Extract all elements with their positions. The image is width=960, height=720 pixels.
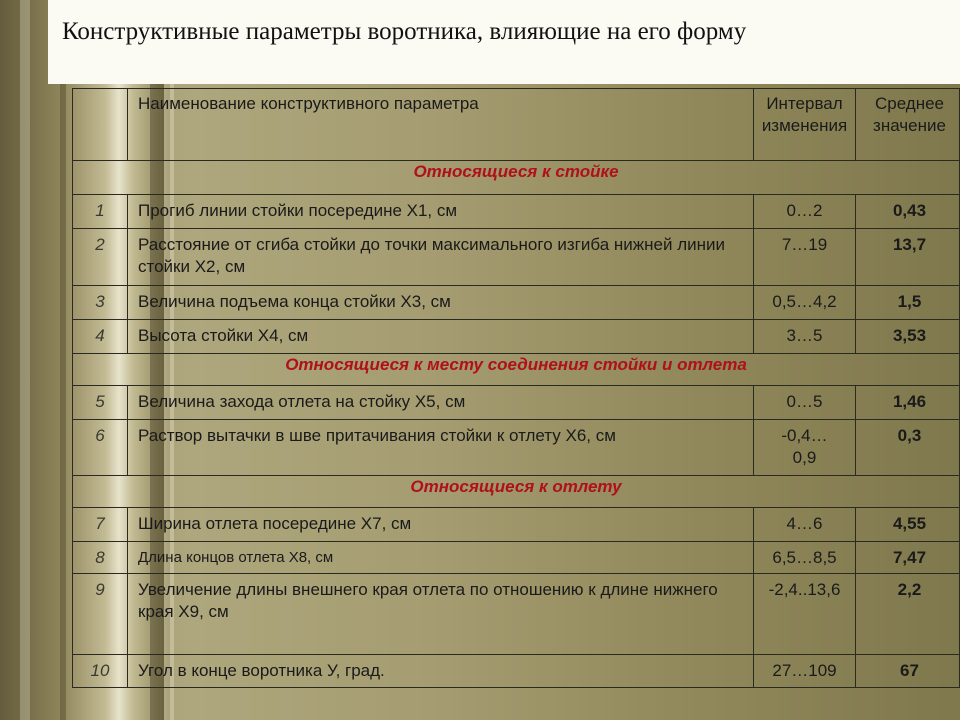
row-name: Ширина отлета посередине Х7, см [128,508,754,542]
header-num [73,89,128,161]
row-range: 3…5 [754,320,856,354]
table-row [73,229,960,286]
title-box [48,0,960,84]
table-row [73,286,960,320]
row-num: 1 [73,195,128,229]
header-name: Наименование конструктивного параметра [128,89,754,161]
row-name: Величина подъема конца стойки Х3, см [128,286,754,320]
section-title-fall: Относящиеся к отлету [73,476,960,508]
row-range: 4…6 [754,508,856,542]
row-mean: 4,55 [856,508,960,542]
row-mean: 1,5 [856,286,960,320]
row-range: 0…2 [754,195,856,229]
row-mean: 2,2 [856,574,960,655]
row-num: 7 [73,508,128,542]
row-mean: 13,7 [856,229,960,286]
row-name: Расстояние от сгиба стойки до точки максимального изгиба нижней линии стойки Х2, см [128,229,754,286]
row-mean: 1,46 [856,386,960,420]
row-num: 6 [73,420,128,476]
table-row [73,195,960,229]
row-range: 7…19 [754,229,856,286]
table-row [73,320,960,354]
parameters-table [72,88,960,688]
row-num: 3 [73,286,128,320]
table-row [73,386,960,420]
row-name: Величина захода отлета на стойку Х5, см [128,386,754,420]
row-num: 10 [73,655,128,688]
row-num: 9 [73,574,128,655]
table-row [73,574,960,655]
row-mean: 0,43 [856,195,960,229]
table-row [73,508,960,542]
section-title-stand: Относящиеся к стойке [73,161,960,195]
row-num: 4 [73,320,128,354]
row-mean: 0,3 [856,420,960,476]
row-name: Раствор вытачки в шве притачивания стойки к отлету Х6, см [128,420,754,476]
row-range: 27…109 [754,655,856,688]
row-mean: 67 [856,655,960,688]
row-mean: 3,53 [856,320,960,354]
section-row [73,354,960,386]
row-name: Увеличение длины внешнего края отлета по отношению к длине нижнего края Х9, см [128,574,754,655]
row-name: Угол в конце воротника У, град. [128,655,754,688]
row-name: Высота стойки Х4, см [128,320,754,354]
row-name: Длина концов отлета Х8, см [128,542,754,574]
table-row [73,542,960,574]
page-title: Конструктивные параметры воротника, влияющие на его форму [62,18,747,45]
row-num: 8 [73,542,128,574]
row-range: 0,5…4,2 [754,286,856,320]
header-range: Интервал изменения [754,89,856,161]
table-row [73,655,960,688]
background-stripe [60,0,66,720]
table-header-row [73,89,960,161]
row-range: -2,4..13,6 [754,574,856,655]
section-row [73,161,960,195]
table-row [73,420,960,476]
row-mean: 7,47 [856,542,960,574]
row-num: 5 [73,386,128,420]
section-row [73,476,960,508]
row-name: Прогиб линии стойки посередине Х1, см [128,195,754,229]
section-title-joint: Относящиеся к месту соединения стойки и отлета [73,354,960,386]
row-range: 0…5 [754,386,856,420]
row-num: 2 [73,229,128,286]
row-range: -0,4…0,9 [754,420,856,476]
header-mean: Среднее значение [856,89,960,161]
row-range: 6,5…8,5 [754,542,856,574]
background-stripe [20,0,30,720]
